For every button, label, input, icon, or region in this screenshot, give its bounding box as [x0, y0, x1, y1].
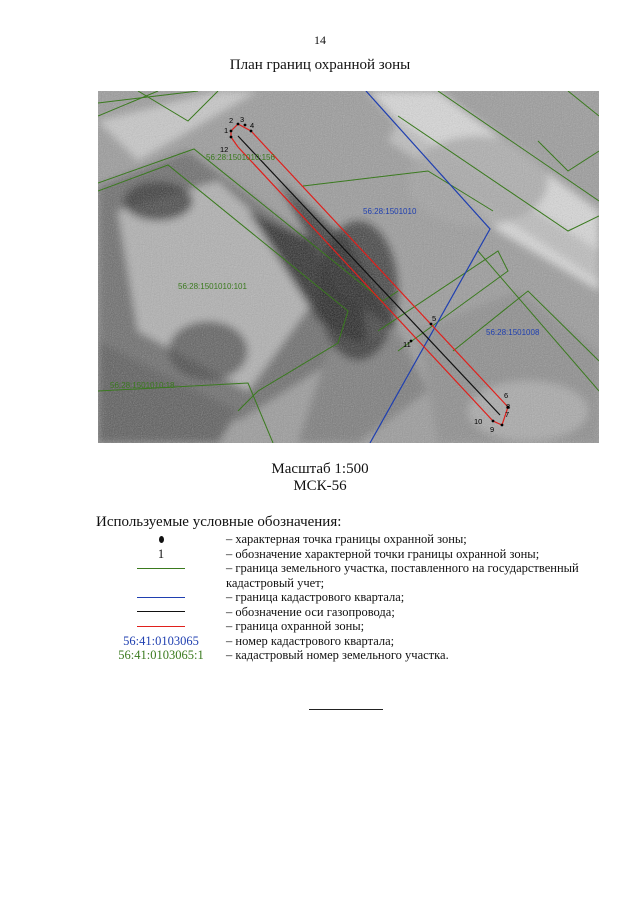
legend-text: – кадастровый номер земельного участка.	[226, 648, 449, 662]
point-label-2: 2	[229, 116, 234, 125]
legend-text: – обозначение характерной точки границы охранной зоны;	[226, 546, 540, 561]
red-line-icon	[137, 626, 185, 627]
legend-symbol-dot	[96, 532, 226, 547]
legend-text: – характерная точка границы охранной зоны;	[226, 532, 467, 546]
aerial-photo	[98, 91, 599, 443]
legend-item	[96, 532, 596, 547]
point-label-9: 9	[490, 425, 495, 434]
blue-line-icon	[137, 597, 185, 598]
parcel-number-label: 56:28:1501010:156	[206, 153, 275, 162]
legend-symbol-text: 56:41:0103065:1	[118, 648, 204, 662]
legend-text: – граница кадастрового квартала;	[226, 590, 405, 604]
green-line-icon	[137, 568, 185, 569]
point-label-4: 4	[250, 121, 255, 130]
coordinate-system: МСК-56	[293, 478, 347, 494]
legend-text: – обозначение оси газопровода;	[226, 604, 395, 619]
point-label-11: 11	[403, 340, 411, 349]
point-label-6: 6	[504, 391, 509, 400]
page-number: 14	[314, 33, 326, 47]
legend-title: Используемые условные обозначения:	[96, 514, 342, 530]
point-dot-icon	[159, 536, 164, 543]
legend-symbol-parcel-number	[96, 648, 226, 663]
legend-item	[96, 619, 596, 634]
legend-symbol-green-line	[96, 561, 226, 576]
legend	[96, 532, 596, 663]
legend-text: – граница охранной зоны;	[226, 619, 365, 633]
map-canvas	[98, 91, 599, 443]
legend-symbol-number	[96, 547, 226, 562]
quarter-number-label: 56:28:1501008	[486, 328, 540, 337]
legend-text: – номер кадастрового квартала;	[226, 633, 395, 648]
legend-symbol-quarter-number	[96, 634, 226, 649]
footer-rule	[309, 709, 383, 710]
page-title: План границ охранной зоны	[229, 57, 411, 73]
scale-block	[0, 461, 640, 495]
quarter-number-label: 56:28:1501010	[363, 207, 417, 216]
legend-symbol-red-line	[96, 619, 226, 634]
point-label-10: 10	[474, 417, 483, 426]
point-label-8: 8	[506, 402, 511, 411]
legend-item	[96, 547, 596, 562]
point-label-3: 3	[240, 115, 245, 124]
legend-symbol-text: 56:41:0103065	[123, 633, 199, 648]
legend-item	[96, 590, 596, 605]
point-label-1: 1	[224, 126, 229, 135]
legend-item	[96, 605, 596, 620]
legend-item	[96, 634, 596, 649]
scale-text: Масштаб 1:500	[271, 461, 369, 477]
parcel-number-label: 56:28:1501010:18	[110, 381, 175, 390]
black-line-icon	[137, 611, 185, 612]
aerial-map	[98, 91, 599, 443]
point-label-7: 7	[505, 410, 510, 419]
legend-text: – граница земельного участка, поставленного на государственный кадастровый учет;	[226, 561, 579, 590]
legend-symbol-blue-line	[96, 590, 226, 605]
legend-symbol-black-line	[96, 605, 226, 620]
legend-symbol-text: 1	[157, 546, 165, 561]
parcel-number-label: 56:28:1501010:101	[178, 282, 247, 291]
point-label-5: 5	[432, 314, 437, 323]
point-label-12: 12	[220, 145, 229, 154]
legend-item	[96, 561, 596, 590]
legend-item	[96, 648, 596, 663]
